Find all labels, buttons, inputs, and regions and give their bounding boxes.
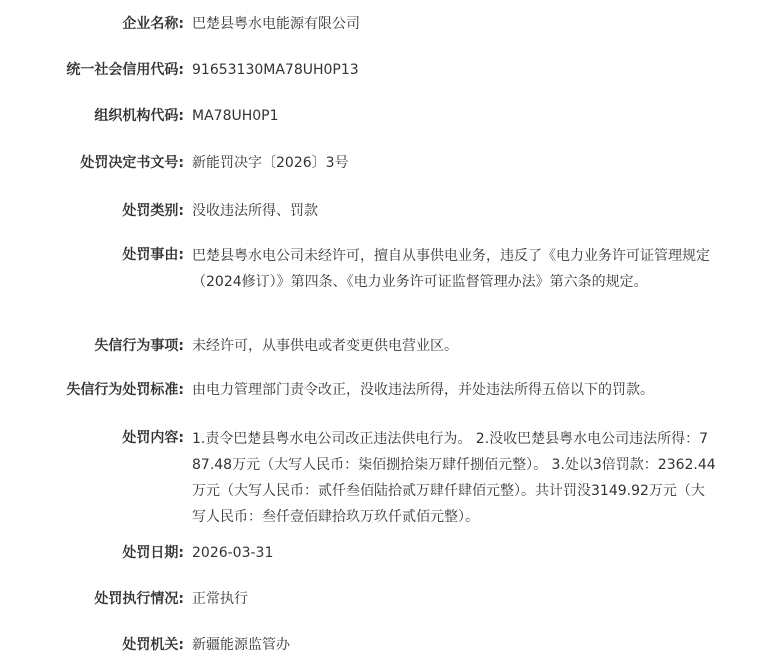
row-decision-no xyxy=(0,151,784,175)
penalty-date-value: 2026-03-31 xyxy=(192,545,274,561)
row-dishonest-behavior xyxy=(0,334,784,358)
company-name-label: 企业名称: xyxy=(122,16,184,32)
credit-code-value: 91653130MA78UH0P13 xyxy=(192,62,359,78)
credit-code-label: 统一社会信用代码: xyxy=(66,62,184,78)
execution-status-value: 正常执行 xyxy=(192,591,248,607)
penalty-content-label: 处罚内容: xyxy=(122,430,184,446)
row-penalty-type xyxy=(0,199,784,223)
row-credit-code xyxy=(0,58,784,82)
decision-no-value: 新能罚决字〔2026〕3号 xyxy=(192,155,349,171)
penalty-reason-label: 处罚事由: xyxy=(122,247,184,263)
authority-value: 新疆能源监管办 xyxy=(192,637,290,653)
dishonest-standard-label: 失信行为处罚标准: xyxy=(66,382,184,398)
row-authority xyxy=(0,633,784,657)
dishonest-behavior-value: 未经许可，从事供电或者变更供电营业区。 xyxy=(192,338,458,354)
decision-no-label: 处罚决定书文号: xyxy=(80,155,184,171)
row-dishonest-standard xyxy=(0,378,784,402)
org-code-value: MA78UH0P1 xyxy=(192,108,279,124)
company-name-value: 巴楚县粤水电能源有限公司 xyxy=(192,16,360,32)
dishonest-behavior-label: 失信行为事项: xyxy=(94,338,184,354)
row-penalty-date xyxy=(0,541,784,565)
penalty-type-value: 没收违法所得、罚款 xyxy=(192,203,318,219)
org-code-label: 组织机构代码: xyxy=(94,108,184,124)
penalty-type-label: 处罚类别: xyxy=(122,203,184,219)
row-penalty-reason xyxy=(0,243,784,295)
penalty-date-label: 处罚日期: xyxy=(122,545,184,561)
authority-label: 处罚机关: xyxy=(122,637,184,653)
dishonest-standard-value: 由电力管理部门责令改正，没收违法所得，并处违法所得五倍以下的罚款。 xyxy=(192,382,654,398)
row-company-name xyxy=(0,12,784,36)
row-penalty-content xyxy=(0,426,784,530)
row-execution-status xyxy=(0,587,784,611)
penalty-content-value: 1.责令巴楚县粤水电公司改正违法供电行为。 2.没收巴楚县粤水电公司违法所得：787.48万元（大写人民币：柒佰捌拾柒万肆仟捌佰元整）。 3.处以3倍罚款：2362.44万元（大写人民币：贰仟叁佰陆拾贰万肆仟肆佰元整）。共计罚没3149.92万元（大写人民币：叁仟壹佰肆拾玖万玖仟贰佰元整）。 xyxy=(192,431,716,525)
execution-status-label: 处罚执行情况: xyxy=(94,591,184,607)
row-org-code xyxy=(0,104,784,128)
penalty-reason-value: 巴楚县粤水电公司未经许可，擅自从事供电业务，违反了《电力业务许可证管理规定（2024修订）》第四条、《电力业务许可证监督管理办法》第六条的规定。 xyxy=(192,248,710,290)
